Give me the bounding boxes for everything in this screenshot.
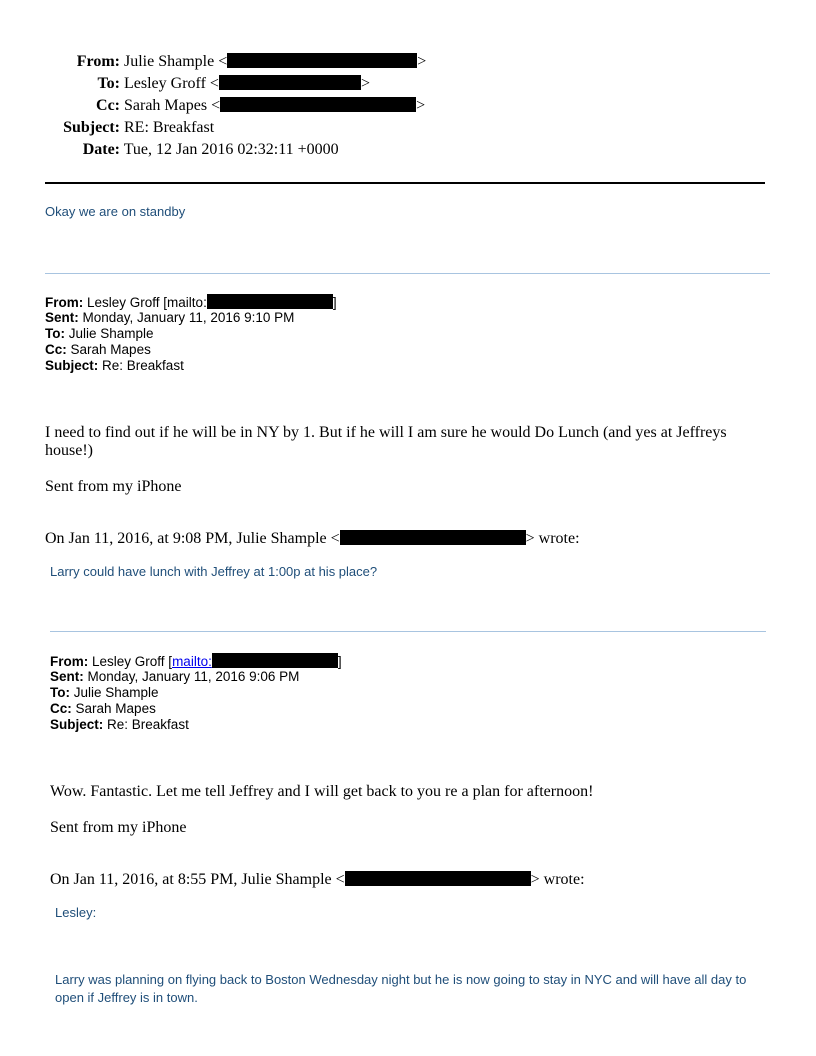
date-value: Tue, 12 Jan 2016 02:32:11 +0000 [123, 141, 339, 158]
msg2-signature: Sent from my iPhone [50, 819, 187, 836]
msg2-from-value: Lesley Groff [ [92, 654, 173, 669]
redaction-block [212, 653, 338, 668]
redaction-block [220, 97, 416, 112]
msg1-quote-intro: On Jan 11, 2016, at 9:08 PM, Julie Shample < > wrote: [45, 530, 580, 547]
from-label: From: [76, 53, 120, 70]
msg2-cc-line [50, 701, 156, 717]
to-label: To: [97, 75, 120, 92]
msg2-sent-line [50, 669, 299, 685]
msg1-from-value: Lesley Groff [mailto: [87, 295, 207, 310]
redaction-block [219, 75, 361, 90]
msg2-greeting: Lesley: [55, 905, 97, 920]
msg2-from-label: From: [50, 654, 89, 669]
msg1-sent-label: Sent: [45, 310, 79, 325]
redaction-block [207, 294, 333, 309]
msg2-quote-intro: On Jan 11, 2016, at 8:55 PM, Julie Shample < > wrote: [50, 871, 585, 888]
msg2-to-value: Julie Shample [73, 685, 159, 700]
msg2-subject-label: Subject: [50, 717, 104, 732]
msg2-subject-value: Re: Breakfast [107, 717, 189, 732]
msg1-body-line2: house!) [45, 442, 93, 459]
msg1-to-value: Julie Shample [68, 326, 154, 341]
mailto-link[interactable]: mailto: [172, 654, 212, 669]
msg1-subject-value: Re: Breakfast [102, 358, 184, 373]
msg2-from-close: ] [337, 654, 342, 669]
redaction-block [340, 530, 526, 545]
reply-text: Okay we are on standby [45, 204, 186, 219]
msg2-sent-value: Monday, January 11, 2016 9:06 PM [87, 669, 300, 684]
msg1-sent-value: Monday, January 11, 2016 9:10 PM [82, 310, 295, 325]
msg2-cc-value: Sarah Mapes [75, 701, 156, 716]
msg1-signature: Sent from my iPhone [45, 478, 182, 495]
msg2-cc-label: Cc: [50, 701, 72, 716]
to-name: Lesley Groff [124, 75, 206, 92]
msg2-para-line2: open if Jeffrey is in town. [55, 990, 198, 1005]
header-from: From: Julie Shample < > [0, 51, 426, 73]
msg2-para-line1: Larry was planning on flying back to Boston Wednesday night but he is now going to stay in NYC and will have all day to [55, 972, 747, 987]
header-subject [0, 117, 214, 139]
date-label: Date: [82, 141, 120, 158]
message-divider [45, 273, 770, 274]
msg1-from-label: From: [45, 295, 84, 310]
cc-name: Sarah Mapes [124, 97, 208, 114]
msg1-quoted-text: Larry could have lunch with Jeffrey at 1:00p at his place? [50, 564, 378, 579]
message-divider [50, 631, 766, 632]
redaction-block [345, 871, 531, 886]
header-date [0, 139, 339, 161]
msg1-cc-value: Sarah Mapes [70, 342, 151, 357]
cc-label: Cc: [96, 97, 120, 114]
msg1-to-label: To: [45, 326, 65, 341]
subject-value: RE: Breakfast [124, 119, 215, 136]
subject-label: Subject: [63, 119, 120, 136]
msg1-from-line [45, 294, 337, 311]
msg1-subject-label: Subject: [45, 358, 99, 373]
msg1-sent-line [45, 310, 294, 326]
msg1-subject-line [45, 358, 184, 374]
from-name: Julie Shample [124, 53, 215, 70]
redaction-block [227, 53, 417, 68]
msg1-cc-line [45, 342, 151, 358]
msg1-from-close: ] [332, 295, 337, 310]
msg2-to-line [50, 685, 159, 701]
msg2-from-line [50, 653, 342, 670]
msg2-body: Wow. Fantastic. Let me tell Jeffrey and I will get back to you re a plan for afternoon! [50, 783, 594, 800]
msg1-to-line [45, 326, 154, 342]
msg1-body-line1: I need to find out if he will be in NY by 1. But if he will I am sure he would Do Lunch (and yes at Jeffreys [45, 424, 727, 441]
msg1-cc-label: Cc: [45, 342, 67, 357]
msg2-sent-label: Sent: [50, 669, 84, 684]
msg2-subject-line [50, 717, 189, 733]
header-to: To: Lesley Groff < > [0, 73, 370, 95]
msg2-to-label: To: [50, 685, 70, 700]
header-divider [45, 182, 765, 184]
header-cc: Cc: Sarah Mapes < > [0, 95, 425, 117]
